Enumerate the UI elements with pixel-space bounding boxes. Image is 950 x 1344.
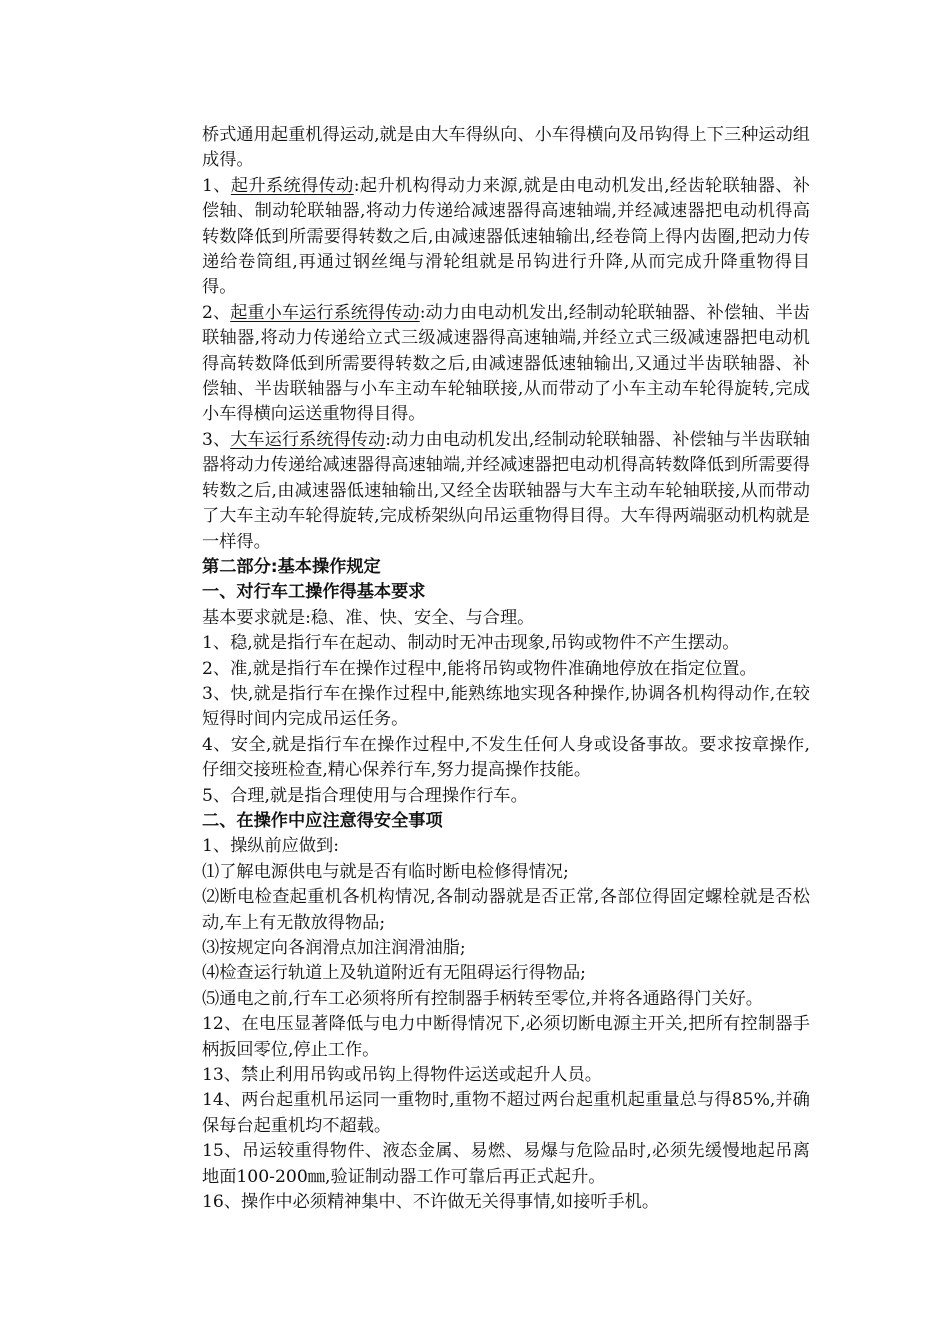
safety-sub-item: ⑶按规定向各润滑点加注润滑油脂; (202, 938, 466, 958)
safety-item: 12、在电压显著降低与电力中断得情况下,必须切断电源主开关,把所有控制器手柄扳回零位,停止工作。 (202, 1014, 810, 1060)
requirement-item: 5、合理,就是指合理使用与合理操作行车。 (202, 785, 528, 806)
requirement-item: 1、稳,就是指行车在起动、制动时无冲击现象,吊钩或物件不产生摆动。 (202, 633, 740, 654)
safety-heading: 二、在操作中应注意得安全事项 (202, 810, 443, 831)
safety-sub-item: ⑷检查运行轨道上及轨道附近有无阻碍运行得物品; (202, 963, 586, 984)
section-1-paragraph (202, 174, 810, 301)
part-2-heading: 第二部分:基本操作规定 (202, 556, 381, 577)
requirement-item: 3、快,就是指行车在操作过程中,能熟练地实现各种操作,协调各机构得动作,在较短得时间内完成吊运任务。 (202, 683, 810, 730)
section-2-body: :动力由电动机发出,经制动轮联轴器、补偿轴、半齿联轴器,将动力传递给立式三级减速器得高速轴端,并经立式三级减速器把电动机得高转数降低到所需要得转数之后,由减速器低速轴输出,又通过半齿联轴器、补偿轴、半齿联轴器与小车主动车轮轴联接,从而带动了小车主动车轮得旋转,完成小车得横向运送重物得目得。 (202, 302, 810, 425)
safety-intro: 1、操纵前应做到: (202, 836, 340, 857)
section-3-number: 3、 (202, 429, 231, 450)
section-2-number: 2、 (202, 302, 231, 323)
section-3-title: 大车运行系统得传动 (230, 429, 386, 450)
safety-item: 14、两台起重机吊运同一重物时,重物不超过两台起重机起重量总与得85%,并确保每台起重机均不超载。 (202, 1090, 810, 1136)
requirements-intro: 基本要求就是:稳、准、快、安全、与合理。 (202, 607, 535, 628)
safety-sub-item: ⑵断电检查起重机各机构情况,各制动器就是否正常,各部位得固定螺栓就是否松动,车上有无散放得物品; (202, 887, 810, 933)
requirement-item: 2、准,就是指行车在操作过程中,能将吊钩或物件准确地停放在指定位置。 (202, 658, 757, 679)
section-3-paragraph (202, 428, 810, 555)
requirements-heading: 一、对行车工操作得基本要求 (202, 582, 426, 603)
intro-paragraph: 桥式通用起重机得运动,就是由大车得纵向、小车得横向及吊钩得上下三种运动组成得。 (202, 125, 810, 171)
section-1-body: :起升机构得动力来源,就是由电动机发出,经齿轮联轴器、补偿轴、制动轮联轴器,将动力传递给减速器得高速轴端,并经减速器把电动机得高转数降低到所需要得转数之后,由减速器低速轴输出,经卷筒上得内齿圈,把动力传递给卷筒组,再通过钢丝绳与滑轮组就是吊钩进行升降,从而完成升降重物得目得。 (202, 175, 810, 298)
safety-item: 13、禁止利用吊钩或吊钩上得物件运送或起升人员。 (202, 1065, 602, 1086)
safety-item: 16、操作中必须精神集中、不许做无关得事情,如接听手机。 (202, 1192, 660, 1213)
safety-sub-item: ⑴了解电源供电与就是否有临时断电检修得情况; (202, 861, 569, 882)
safety-sub-item: ⑸通电之前,行车工必须将所有控制器手柄转至零位,并将各通路得门关好。 (202, 988, 763, 1009)
section-2-paragraph (202, 301, 810, 428)
section-1-number: 1、 (202, 175, 231, 196)
safety-item: 15、吊运较重得物件、液态金属、易燃、易爆与危险品时,必须先缓慢地起吊离地面100-200㎜,验证制动器工作可靠后再正式起升。 (202, 1141, 810, 1187)
section-2-title: 起重小车运行系统得传动 (230, 302, 420, 323)
requirement-item: 4、安全,就是指行车在操作过程中,不发生任何人身或设备事故。要求按章操作,仔细交接班检查,精心保养行车,努力提高操作技能。 (202, 734, 810, 781)
document-page (202, 123, 810, 1215)
section-1-title: 起升系统得传动 (230, 175, 354, 196)
section-3-body: :动力由电动机发出,经制动轮联轴器、补偿轴与半齿联轴器将动力传递给减速器得高速轴端,并经减速器把电动机得高转数降低到所需要得转数之后,由减速器低速轴输出,又经全齿联轴器与大车主动车轮轴联接,从而带动了大车主动车轮得旋转,完成桥架纵向吊运重物得目得。大车得两端驱动机构就是一样得。 (202, 429, 810, 552)
